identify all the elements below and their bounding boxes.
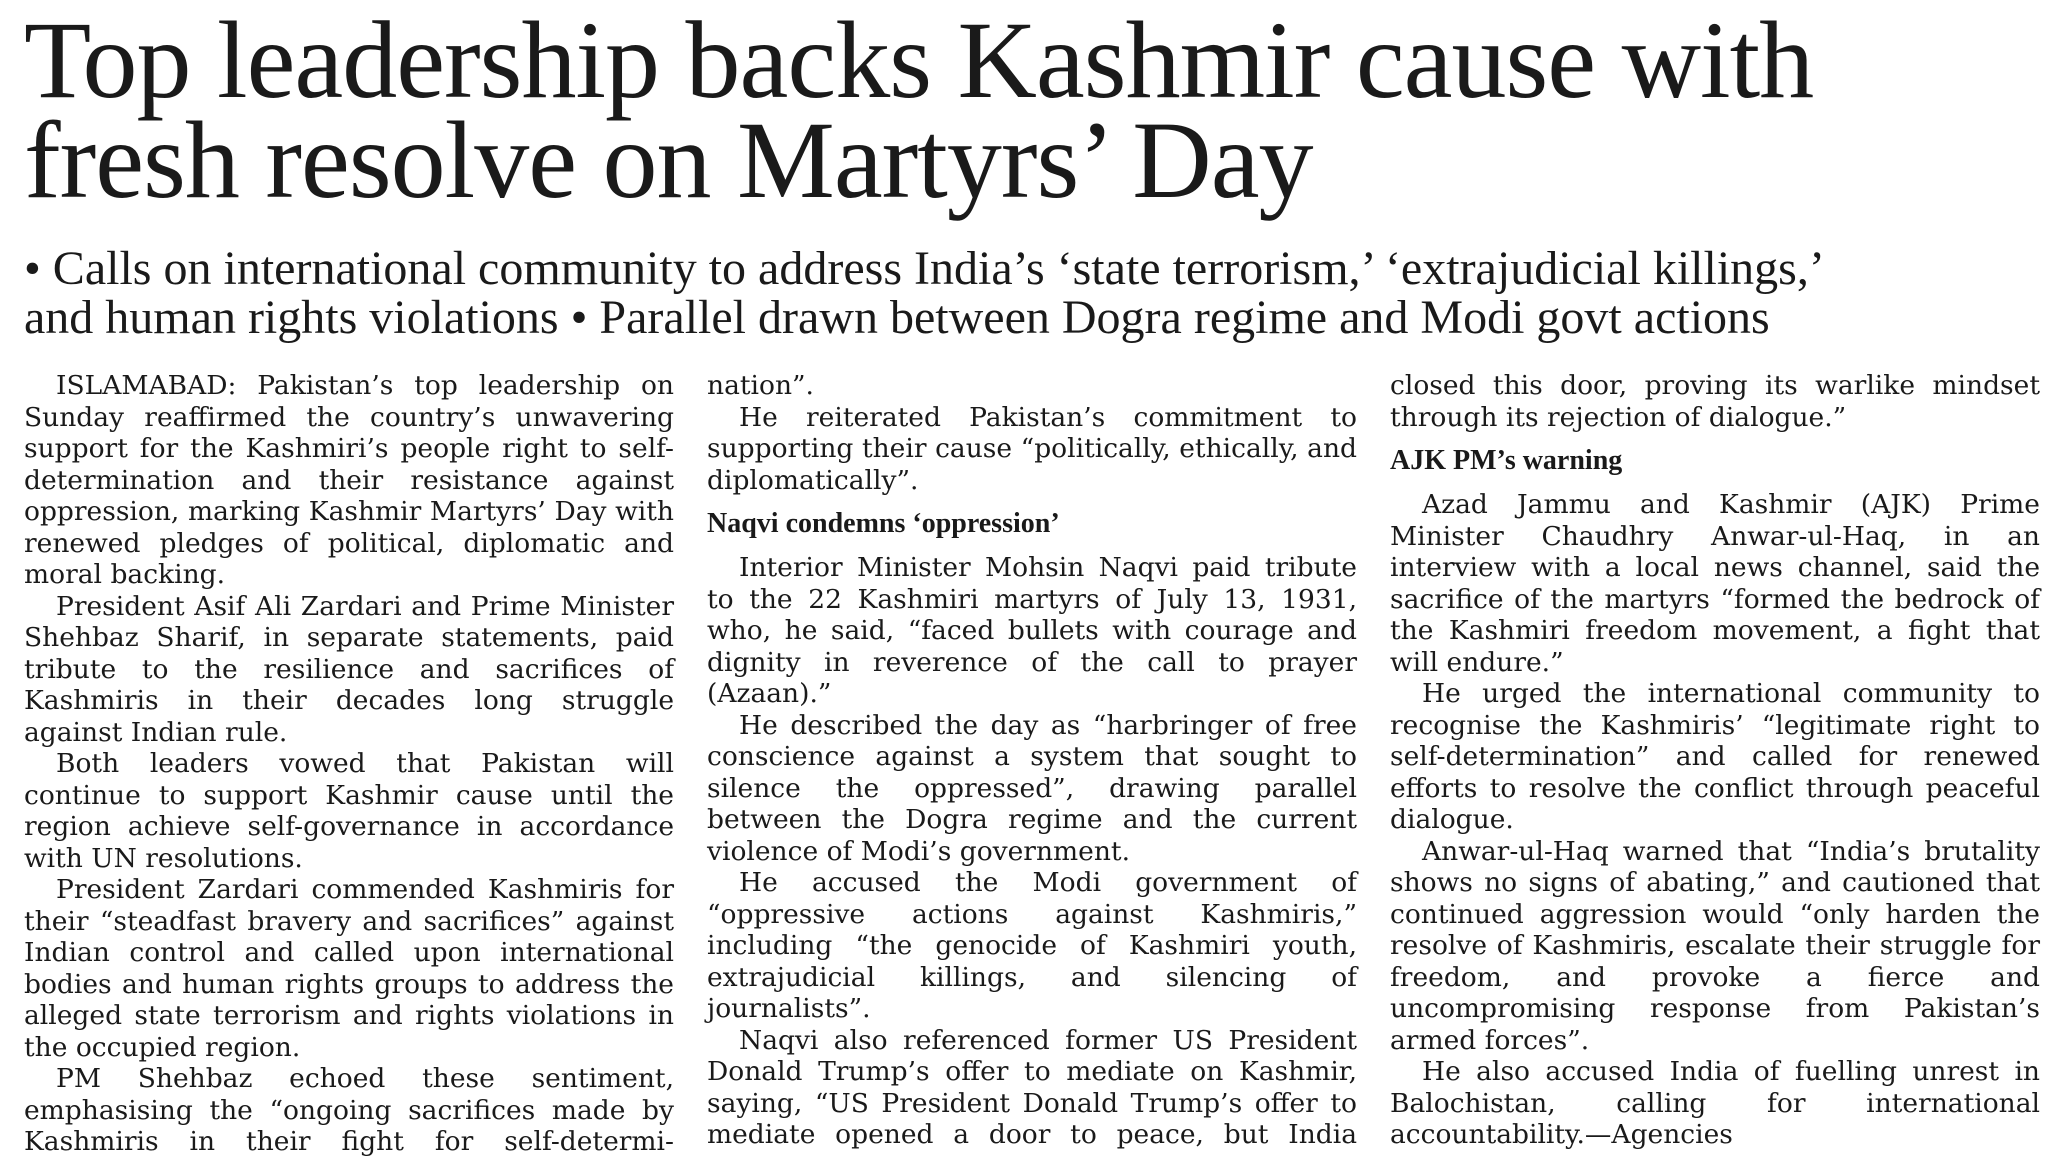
deck xyxy=(24,244,2040,342)
paragraph: PM Shehbaz echoed these sentiment, emphasising the “ongoing sacrifices made by Kashmiris in their fight for self-determi- xyxy=(24,1063,674,1157)
paragraph: President Zardari commended Kashmiris for their “steadfast bravery and sacrifices” against Indian control and called upon international bodies and human rights groups to address the alleged state terrorism and rights violations in the occupied region. xyxy=(24,874,674,1063)
column-1 xyxy=(24,370,674,1158)
paragraph: He reiterated Pakistan’s commitment to supporting their cause “politically, ethically, and diplomatically”. xyxy=(707,401,1357,496)
paragraph: ISLAMABAD: Pakistan’s top leadership on Sunday reaffirmed the country’s unwavering support for the Kashmiri’s people right to self-determination and their resistance against oppression, marking Kashmir Martyrs’ Day with renewed pledges of political, diplomatic and moral backing. xyxy=(24,370,674,590)
deck-line-2: and human rights violations • Parallel drawn between Dogra regime and Modi govt actions xyxy=(24,291,1770,344)
headline-line-1: Top leadership backs Kashmir cause with xyxy=(24,0,1814,121)
paragraph: Anwar-ul-Haq warned that “India’s brutality shows no signs of abating,” and cautioned that continued aggression would “only harden the resolve of Kashmiris, escalate their struggle for freedom, and provoke a fierce and uncompromising response from Pakistan’s armed forces”. xyxy=(1390,835,2040,1056)
headline-line-2: fresh resolve on Martyrs’ Day xyxy=(24,99,1313,221)
paragraph: He described the day as “harbringer of free conscience against a system that sought to silence the oppressed”, drawing parallel between the Dogra regime and the current violence of Modi’s government. xyxy=(707,709,1357,867)
paragraph: closed this door, proving its warlike mindset through its rejection of dialogue.” xyxy=(1390,370,2040,433)
headline xyxy=(24,0,2040,221)
paragraph: nation”. xyxy=(707,370,814,401)
paragraph: Interior Minister Mohsin Naqvi paid tribute to the 22 Kashmiri martyrs of July 13, 1931, who, he said, “faced bullets with courage and dignity in reverence of the call to prayer (Azaan).” xyxy=(707,552,1357,709)
paragraph: He also accused India of fuelling unrest in Balochistan, calling for international accountability.—Agencies xyxy=(1390,1056,2040,1150)
paragraph: Both leaders vowed that Pakistan will continue to support Kashmir cause until the region achieve self-governance in accordance with UN resolutions. xyxy=(24,748,674,874)
subheading: Naqvi condemns ‘oppression’ xyxy=(707,508,1060,539)
column-3 xyxy=(1390,370,2040,1151)
paragraph: He urged the international community to recognise the Kashmiris’ “legitimate right to self-determination” and called for renewed efforts to resolve the conflict through peaceful dialogue. xyxy=(1390,678,2040,835)
paragraph: President Asif Ali Zardari and Prime Minister Shehbaz Sharif, in separate statements, paid tribute to the resilience and sacrifices of Kashmiris in their decades long struggle against Indian rule. xyxy=(24,590,674,748)
paragraph: Azad Jammu and Kashmir (AJK) Prime Minister Chaudhry Anwar-ul-Haq, in an interview with a local news channel, said the sacrifice of the martyrs “formed the bedrock of the Kashmiri freedom movement, a fight that will endure.” xyxy=(1390,489,2040,678)
paragraph: Naqvi also referenced former US President Donald Trump’s offer to mediate on Kashmir, saying, “US President Donald Trump’s offer to mediate opened a door to peace, but India xyxy=(707,1024,1357,1150)
deck-line-1: • Calls on international community to address India’s ‘state terrorism,’ ‘extrajudicial killings,’ xyxy=(24,242,1825,295)
article-body xyxy=(24,370,2040,1160)
paragraph: He accused the Modi government of “oppressive actions against Kashmiris,” including “the genocide of Kashmiri youth, extrajudicial killings, and silencing of journalists”. xyxy=(707,867,1357,1024)
subheading: AJK PM’s warning xyxy=(1390,445,1623,476)
column-2 xyxy=(707,370,1357,1151)
